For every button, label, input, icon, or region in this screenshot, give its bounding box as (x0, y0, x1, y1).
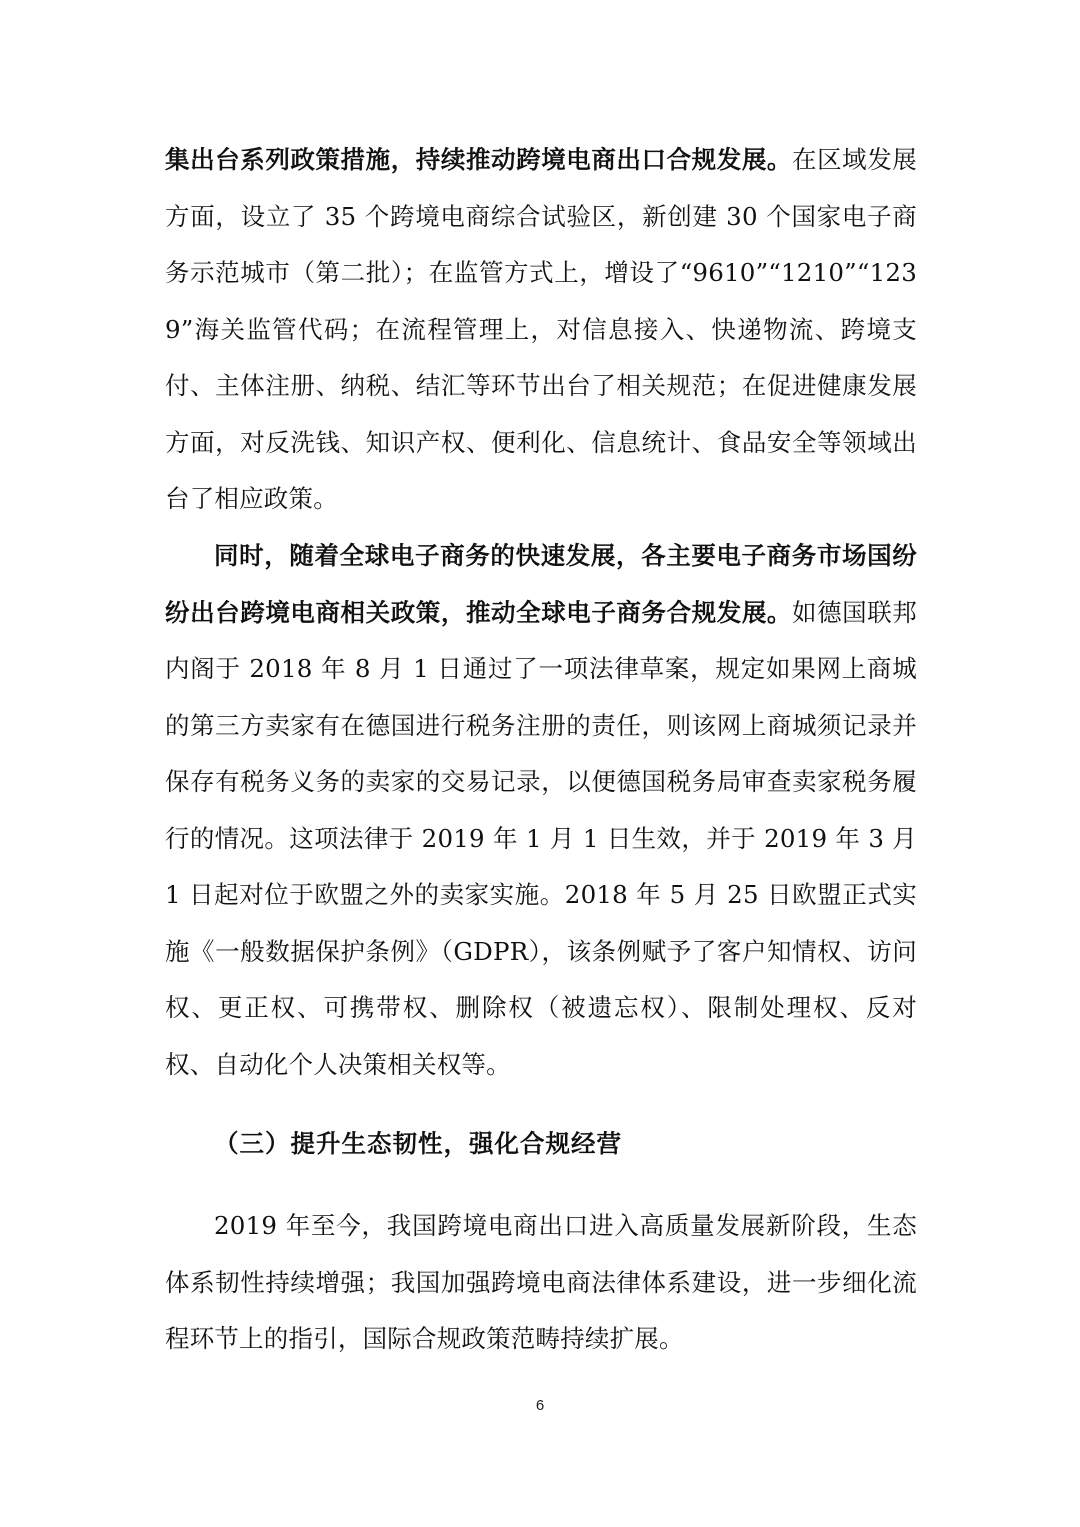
body-paragraph-2 (165, 528, 917, 1093)
paragraph-2-text: 如德国联邦内阁于 2018 年 8 月 1 日通过了一项法律草案，规定如果网上商城的第三方卖家有在德国进行税务注册的责任，则该网上商城须记录并保存有税务义务的卖家的交易记录，以便德国税务局审查卖家税务履行的情况。这项法律于 2019 年 1 月 1 日生效，并于 2019 年 3 月 1 日起对位于欧盟之外的卖家实施。2018 年 5 月 25 日欧盟正式实施《一般数据保护条例》（GDPR），该条例赋予了客户知情权、访问权、更正权、可携带权、删除权（被遗忘权）、限制处理权、反对权、自动化个人决策相关权等。 (165, 597, 918, 1079)
body-paragraph-1 (165, 132, 917, 528)
body-paragraph-3: 2019 年至今，我国跨境电商出口进入高质量发展新阶段，生态体系韧性持续增强；我国加强跨境电商法律体系建设，进一步细化流程环节上的指引，国际合规政策范畴持续扩展。 (165, 1211, 917, 1353)
paragraph-2-bold-lead: 同时，随着全球电子商务的快速发展，各主要电子商务市场国纷纷出台跨境电商相关政策，推动全球电子商务合规发展。 (165, 541, 917, 627)
page-number: 6 (535, 1397, 545, 1414)
paragraph-1-bold-lead: 集出台系列政策措施，持续推动跨境电商出口合规发展。 (165, 145, 792, 174)
paragraph-1-text: 在区域发展方面，设立了 35 个跨境电商综合试验区，新创建 30 个国家电子商务示范城市（第二批）；在监管方式上，增设了“9610”“1210”“1239”海关监管代码；在流程管理上，对信息接入、快递物流、跨境支付、主体注册、纳税、结汇等环节出台了相关规范；在促进健康发展方面，对反洗钱、知识产权、便利化、信息统计、食品安全等领域出台了相应政策。 (165, 145, 918, 513)
section-heading: （三）提升生态韧性，强化合规经营 (214, 1129, 622, 1158)
